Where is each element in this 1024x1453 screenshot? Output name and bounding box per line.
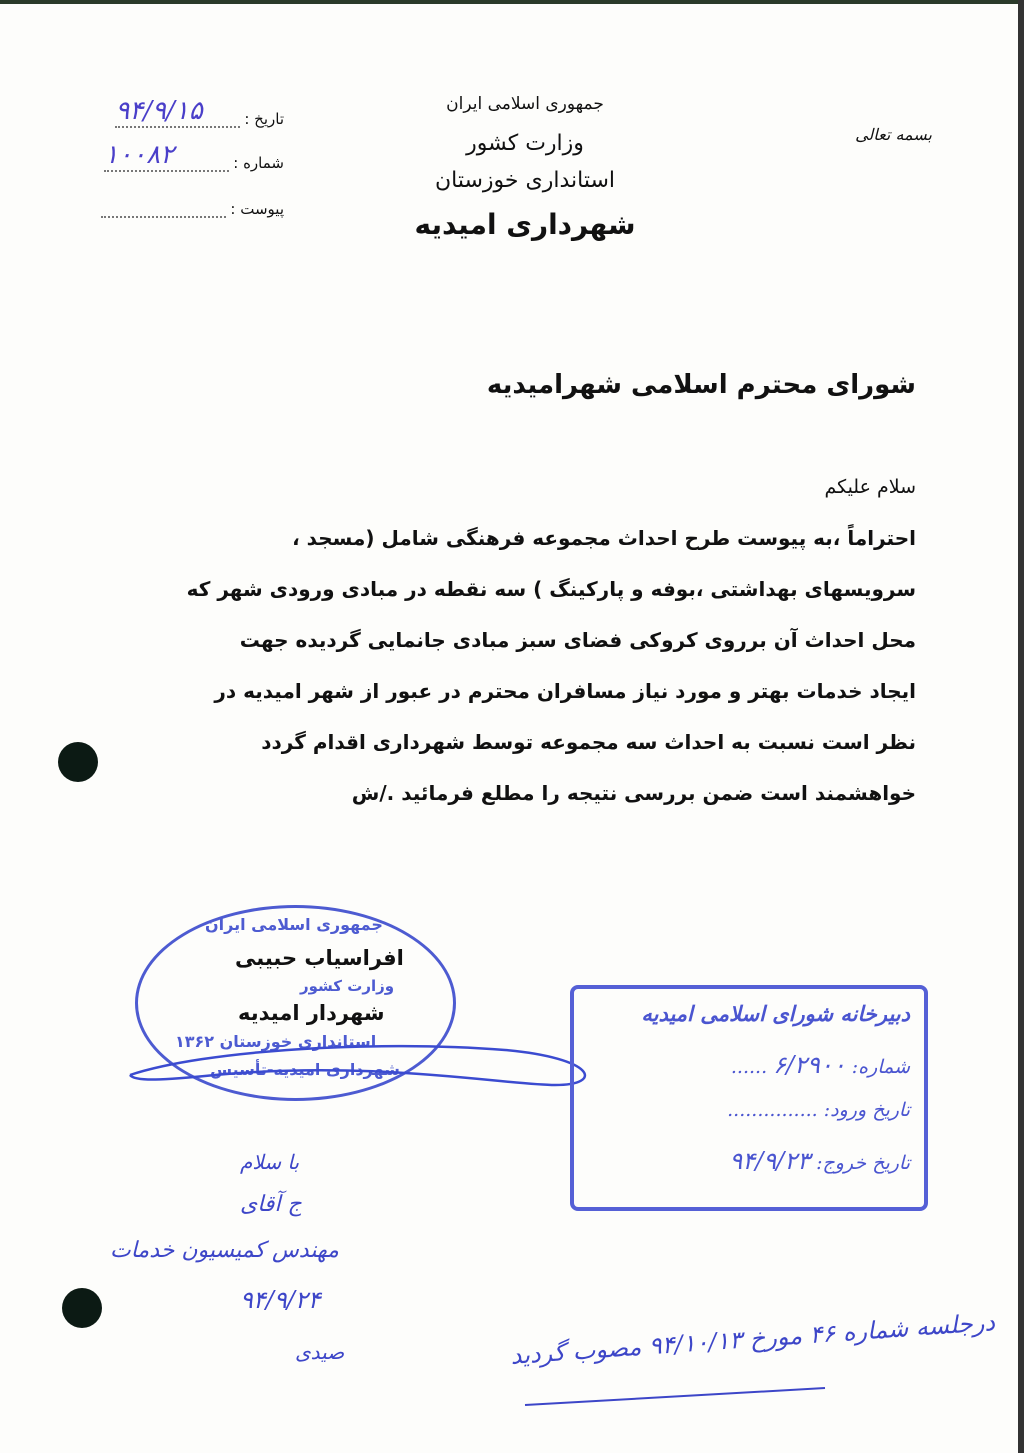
handwritten-approval-note: درجلسه شماره ۴۶ مورخ ۹۴/۱۰/۱۳ مصوب گردید	[509, 1308, 996, 1370]
header-governorate: استانداری خوزستان	[434, 168, 616, 193]
body-line: سرویسهای بهداشتی ،بوفه و پارکینگ ) سه نقطه در مبادی ورودی شهر که	[186, 577, 916, 601]
seal-line: جمهوری اسلامی ایران	[205, 915, 383, 934]
handwritten-note: صیدی	[295, 1340, 345, 1364]
number-row	[104, 140, 284, 172]
number-label: شماره :	[233, 154, 284, 172]
stamp-number-label: شماره:	[851, 1056, 910, 1078]
stamp-exit-label: تاریخ خروج:	[816, 1152, 910, 1174]
seal-line: وزارت کشور	[300, 977, 395, 995]
stamp-exit-value: ۹۴/۹/۲۳	[729, 1147, 811, 1175]
handwritten-note: با سلام	[240, 1150, 300, 1174]
stamp-number-value: ۶/۲۹۰۰	[773, 1051, 846, 1079]
bismillah: بسمه تعالی	[855, 125, 932, 144]
council-stamp-title: دبیرخانه شورای اسلامی امیدیه	[641, 1001, 910, 1026]
handwritten-note: ۹۴/۹/۲۴	[240, 1286, 321, 1314]
header-country: جمهوری اسلامی ایران	[446, 94, 604, 114]
date-value: ۹۴/۹/۱۵	[115, 96, 203, 126]
letter-body	[106, 462, 916, 819]
attachment-label: پیوست :	[230, 200, 284, 218]
signature-scribble	[125, 1030, 605, 1090]
scan-edge-top	[0, 0, 1024, 4]
seal-line: استانداری خوزستان ۱۳۶۲	[175, 1032, 377, 1051]
header-municipality: شهرداری امیدیه	[414, 208, 636, 241]
body-line: محل احداث آن برروی کروکی فضای سبز مبادی جانمایی گردیده جهت	[239, 628, 916, 652]
approval-underline	[520, 1380, 830, 1410]
punch-hole	[62, 1288, 102, 1328]
stamp-entry-label: تاریخ ورود:	[823, 1099, 910, 1121]
scan-edge-right	[1018, 0, 1024, 1453]
signatory-name: افراسیاب حبیبی	[235, 946, 404, 970]
handwritten-note: ج آقای	[240, 1192, 302, 1217]
seal-line: شهرداری امیدیه-تأسیس	[210, 1060, 400, 1079]
date-label: تاریخ :	[244, 110, 284, 128]
punch-hole	[58, 742, 98, 782]
council-stamp: دبیرخانه شورای اسلامی امیدیه شماره: ۶/۲۹۰۰ ...... تاریخ ورود: ............... تاریخ خروج: ۹۴/۹/۲۳	[570, 985, 928, 1211]
body-line: احتراماً ،به پیوست طرح احداث مجموعه فرهنگی شامل (مسجد ،	[292, 526, 916, 550]
greeting: سلام علیکم	[824, 476, 916, 498]
body-line: نظر است نسبت به احداث سه مجموعه توسط شهرداری اقدام گردد	[261, 730, 916, 754]
body-line: ایجاد خدمات بهتر و مورد نیاز مسافران محترم در عبور از شهر امیدیه در	[214, 679, 916, 703]
signatory-title: شهردار امیدیه	[238, 1001, 385, 1025]
number-value: ۱۰۰۸۲	[104, 140, 175, 170]
body-line: خواهشمند است ضمن بررسی نتیجه را مطلع فرمائید ./ش	[351, 781, 916, 805]
handwritten-note: مهندس کمیسیون خدمات	[110, 1238, 339, 1263]
attachment-row	[101, 198, 284, 218]
recipient-heading: شورای محترم اسلامی شهرامیدیه	[486, 370, 916, 400]
header-ministry: وزارت کشور	[466, 131, 584, 156]
date-row	[115, 96, 284, 128]
